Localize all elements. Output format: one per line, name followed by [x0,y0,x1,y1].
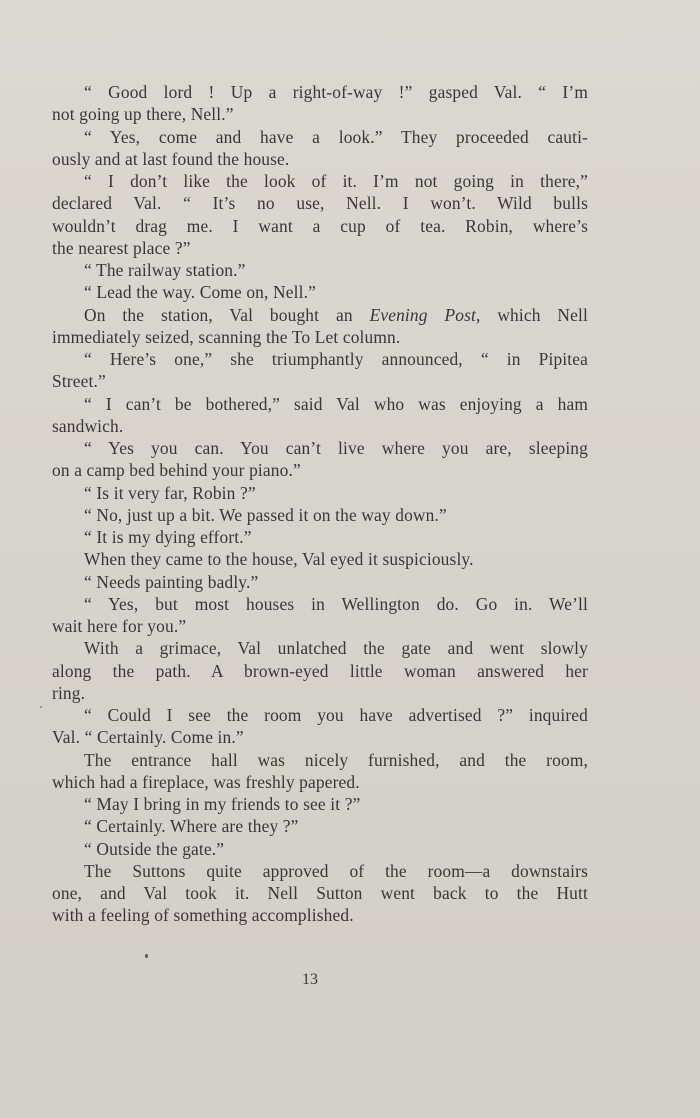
text-line: “ I can’t be bothered,” said Val who was enjoying a ham [84,393,588,414]
newspaper-title: Evening Post [369,304,476,325]
page-number: 13 [302,971,318,988]
text-line: ring. [52,682,86,703]
text-line: “ No, just up a bit. We passed it on the way down.” [84,504,447,525]
text-line: With a grimace, Val unlatched the gate and went slowly [84,638,588,659]
text-line: “ Good lord ! Up a right-of-way !” gasped Val. “ I’m [84,82,588,102]
text-line: “ Needs painting badly.” [84,571,259,592]
body-text [52,81,588,927]
text-line: The Suttons quite approved of the room—a downstairs [84,860,588,881]
text-line: On the station, Val bought an Evening Post, which Nell [84,304,588,325]
text-line: sandwich. [52,415,124,436]
text-line: along the path. A brown-eyed little woman answered her [52,660,588,681]
text-line: “ The railway station.” [84,260,246,280]
text-line: “ Certainly. Where are they ?” [84,816,299,837]
text-line: “ Is it very far, Robin ?” [84,482,256,503]
ink-speck [40,706,42,708]
text-line: “ Yes, but most houses in Wellington do. Go in. We’ll [84,593,588,614]
text-line: “ Lead the way. Come on, Nell.” [84,282,316,303]
text-line: wait here for you.” [52,616,187,636]
ink-speck [145,954,148,958]
text-line: “ Yes, come and have a look.” They proceeded cauti- [84,126,588,147]
text-line: one, and Val took it. Nell Sutton went back to the Hutt [52,883,588,903]
text-line: immediately seized, scanning the To Let column. [52,326,401,347]
text-line: with a feeling of something accomplished. [52,905,354,926]
text-line: which had a fireplace, was freshly papered. [52,771,360,792]
text-line: ously and at last found the house. [52,148,290,169]
text-line: When they came to the house, Val eyed it suspiciously. [84,549,474,570]
text-line: declared Val. “ It’s no use, Nell. I won’t. Wild bulls [52,193,588,214]
text-line: “ Yes you can. You can’t live where you are, sleeping [84,438,588,458]
text-line: the nearest place ?” [52,237,191,258]
text-line: “ May I bring in my friends to see it ?” [84,794,361,814]
text-line: The entrance hall was nicely furnished, and the room, [84,749,588,770]
text-line: wouldn’t drag me. I want a cup of tea. Robin, where’s [52,215,588,236]
text-line: “ Here’s one,” she triumphantly announced, “ in Pipitea [84,349,588,369]
text-line: not going up there, Nell.” [52,104,234,125]
text-line: “ It is my dying effort.” [84,527,252,547]
text-line: Street.” [52,371,106,392]
text-line: on a camp bed behind your piano.” [52,460,301,481]
text-line: Val. “ Certainly. Come in.” [52,727,244,748]
text-line: “ I don’t like the look of it. I’m not going in there,” [84,171,588,191]
text-line: “ Outside the gate.” [84,838,225,859]
text-line: “ Could I see the room you have advertised ?” inquired [84,705,588,725]
